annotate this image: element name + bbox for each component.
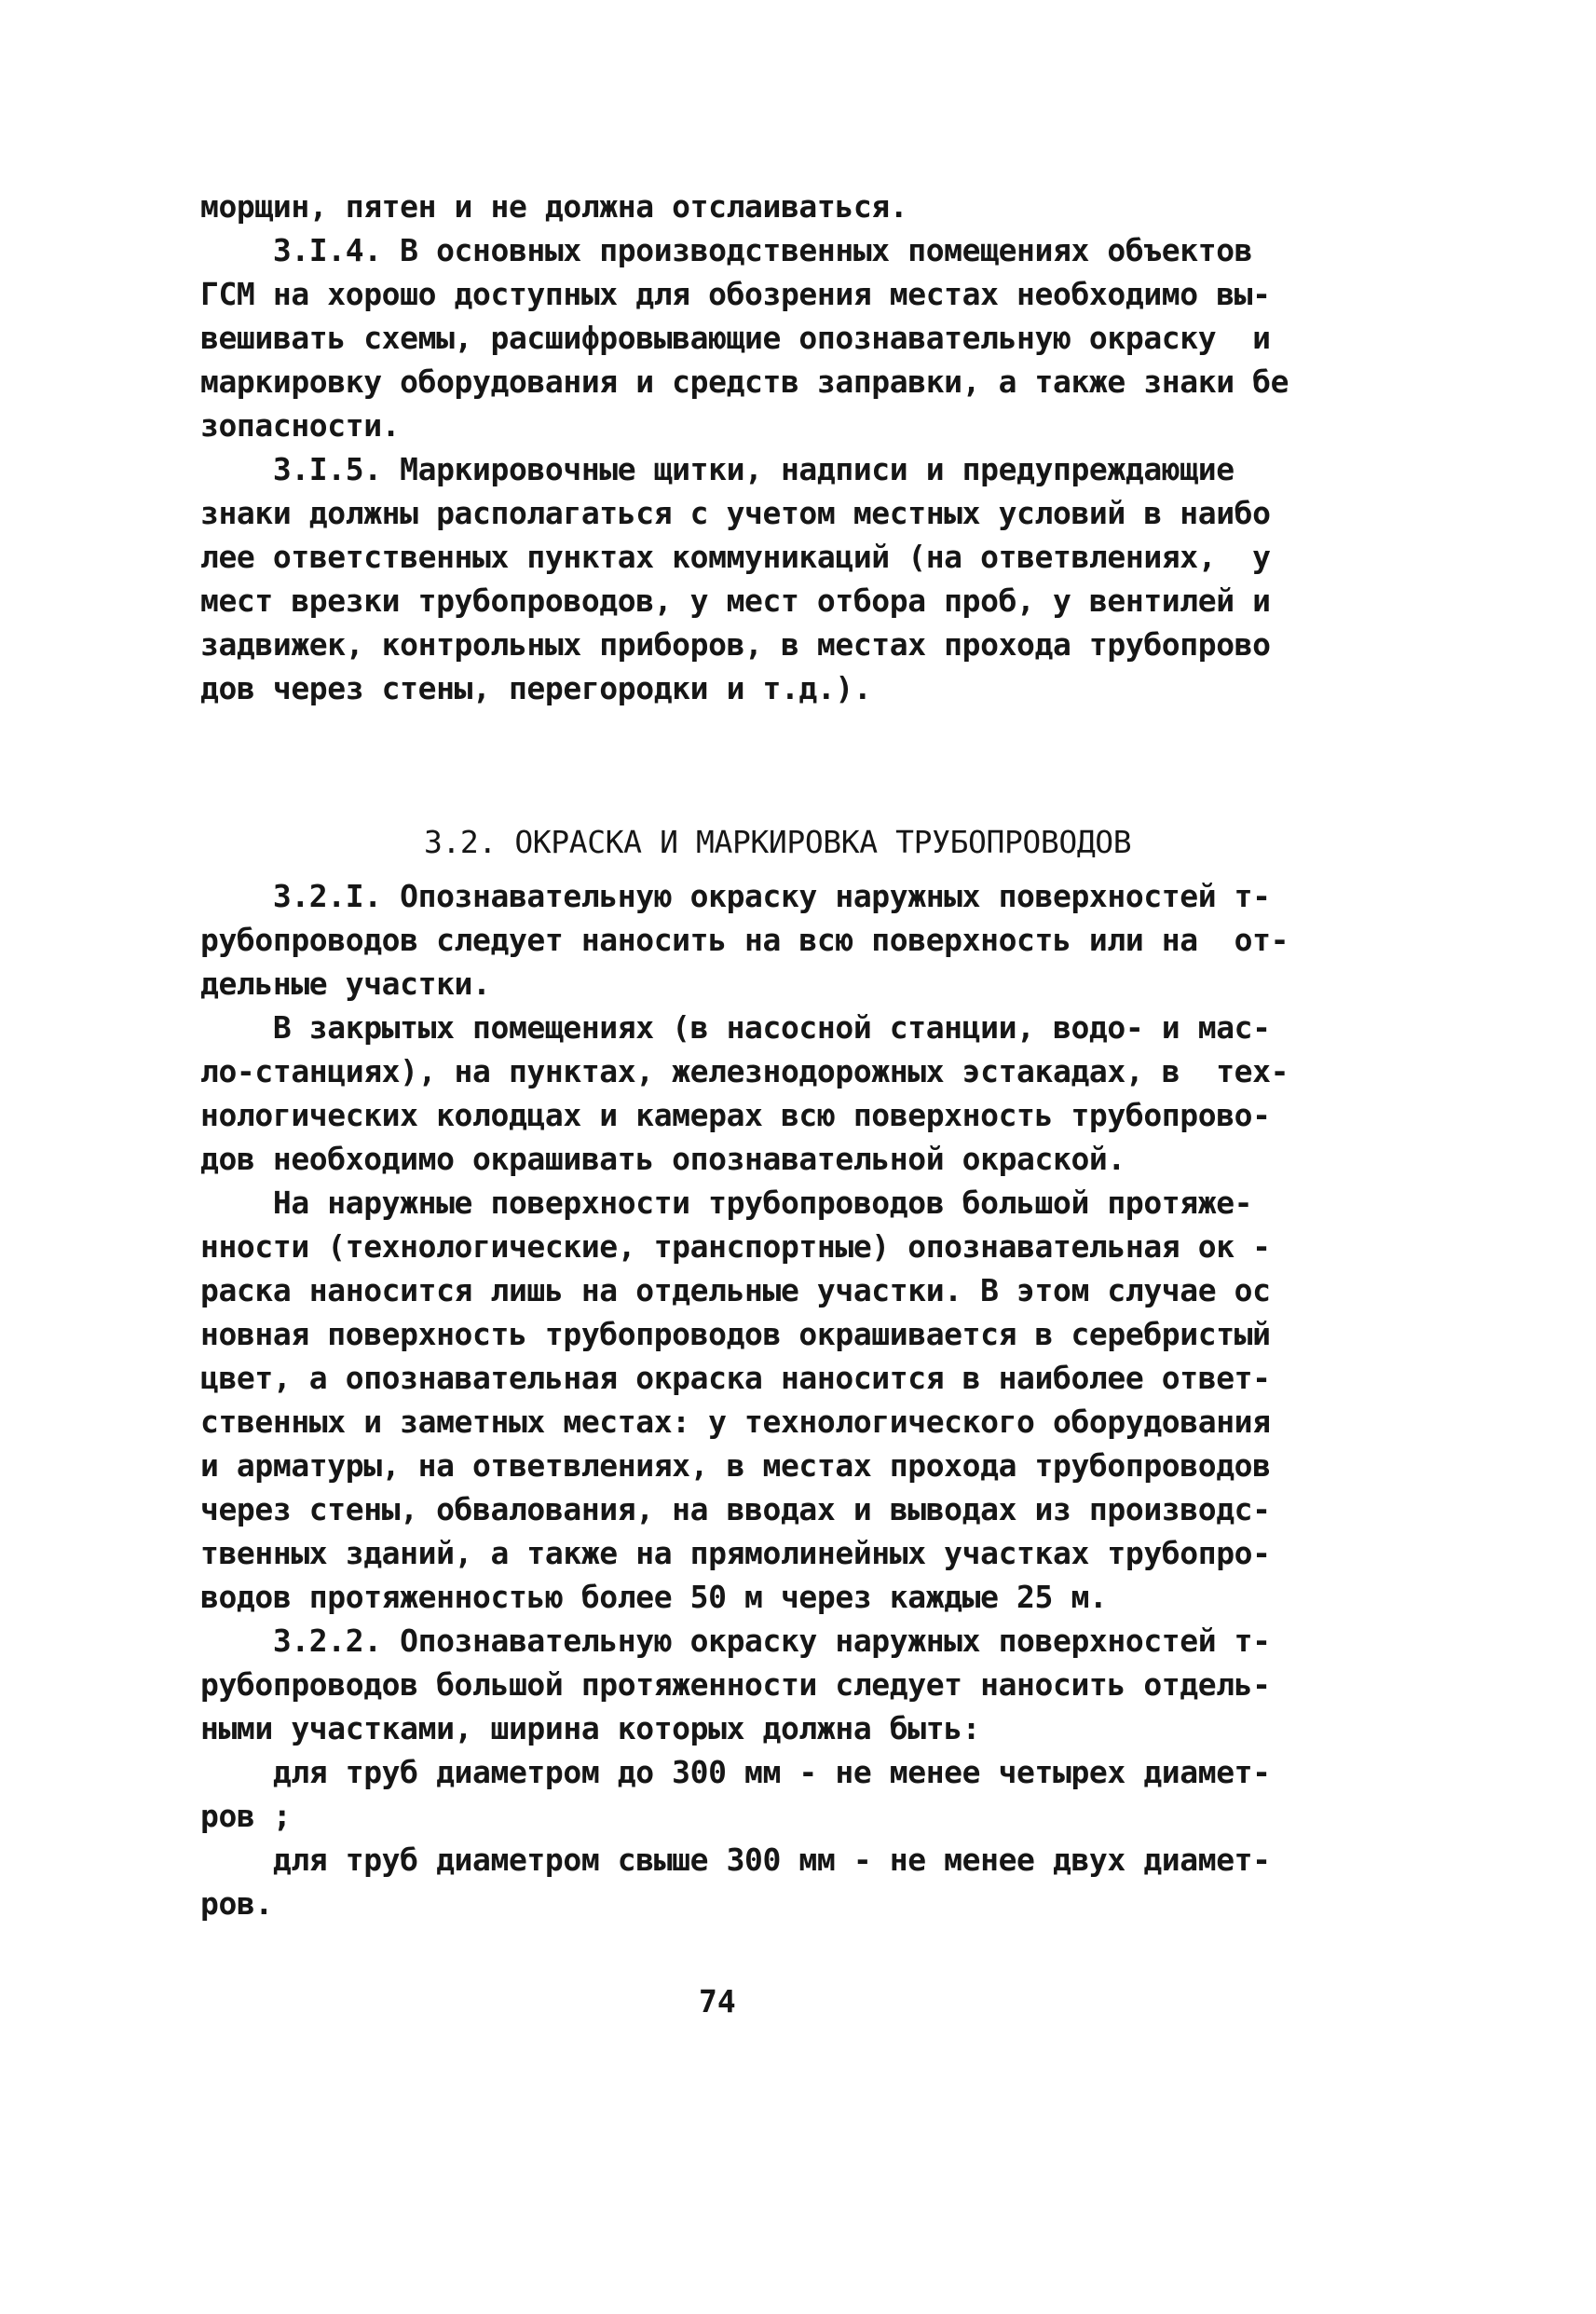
text-line: В закрытых помещениях (в насосной станции, водо- и мас- [200,1009,1271,1046]
text-line: маркировку оборудования и средств заправки, а также знаки бе [200,363,1289,400]
text-line: водов протяженностью более 50 м через каждые 25 м. [200,1579,1108,1615]
text-line: нности (технологические, транспортные) опознавательная ок - [200,1228,1271,1265]
text-line: вешивать схемы, расшифровывающие опознавательную окраску и [200,320,1271,356]
text-line: для труб диаметром свыше 300 мм - не менее двух диамет- [200,1842,1271,1878]
text-line: морщин, пятен и не должна отслаиваться. [200,188,908,225]
text-line: рубопроводов следует наносить на всю поверхность или на от- [200,922,1289,958]
section-heading: 3.2. ОКРАСКА И МАРКИРОВКА ТРУБОПРОВОДОВ [424,824,1132,860]
text-line: дов необходимо окрашивать опознавательной окраской. [200,1141,1125,1177]
text-line: ров. [200,1885,273,1922]
page-number: 74 [699,1983,736,2020]
text-line: через стены, обвалования, на вводах и выводах из производс- [200,1491,1271,1527]
text-line: 3.I.4. В основных производственных помещениях объектов [200,232,1253,268]
text-line: ГСМ на хорошо доступных для обозрения местах необходимо вы- [200,276,1271,312]
text-line: мест врезки трубопроводов, у мест отбора проб, у вентилей и [200,582,1271,619]
text-line: новная поверхность трубопроводов окрашивается в серебристый [200,1316,1271,1352]
text-line: дельные участки. [200,965,491,1002]
text-line: лее ответственных пунктах коммуникаций (на ответвлениях, у [200,539,1271,575]
text-line: ными участками, ширина которых должна быть: [200,1710,981,1746]
text-line: 3.2.2. Опознавательную окраску наружных поверхностей т- [200,1623,1271,1659]
text-line: дов через стены, перегородки и т.д.). [200,670,872,706]
text-line: На наружные поверхности трубопроводов большой протяже- [200,1184,1253,1221]
text-line: ло-станциях), на пунктах, железнодорожных эстакадах, в тех- [200,1053,1289,1089]
text-line: ров ; [200,1798,292,1834]
text-line: задвижек, контрольных приборов, в местах прохода трубопрово [200,626,1271,663]
text-line: и арматуры, на ответвлениях, в местах прохода трубопроводов [200,1447,1271,1484]
text-line: цвет, а опознавательная окраска наносится в наиболее ответ- [200,1360,1271,1396]
text-line: рубопроводов большой протяженности следует наносить отдель- [200,1666,1271,1703]
text-line: знаки должны располагаться с учетом местных условий в наибо [200,495,1271,531]
text-line: 3.I.5. Маркировочные щитки, надписи и предупреждающие [200,451,1235,487]
text-line: ственных и заметных местах: у технологического оборудования [200,1403,1271,1440]
text-line: для труб диаметром до 300 мм - не менее четырех диамет- [200,1754,1271,1790]
text-line: зопасности. [200,407,401,444]
text-line: нологических колодцах и камерах всю поверхность трубопрово- [200,1097,1271,1133]
text-line: 3.2.I. Опознавательную окраску наружных поверхностей т- [200,878,1271,914]
text-line: твенных зданий, а также на прямолинейных участках трубопро- [200,1535,1271,1571]
text-line: раска наносится лишь на отдельные участки. В этом случае ос [200,1272,1271,1308]
